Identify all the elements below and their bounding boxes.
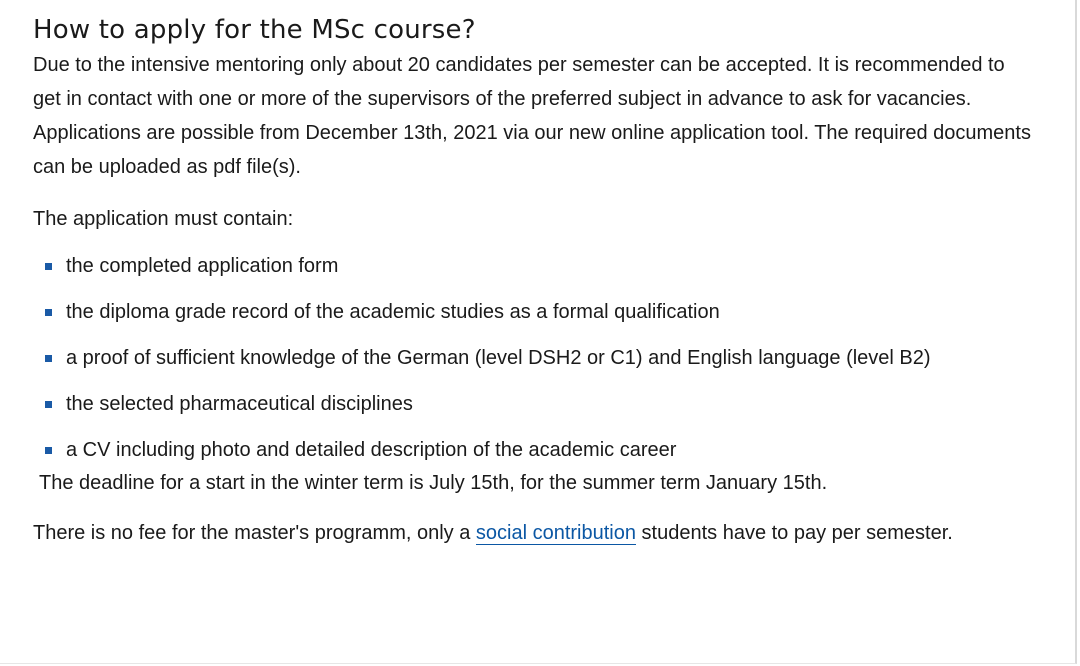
- list-item-text: a proof of sufficient knowledge of the German (level DSH2 or C1) and English language (level B2): [66, 347, 931, 369]
- list-item: [33, 252, 1033, 280]
- square-bullet-icon: [45, 401, 52, 408]
- square-bullet-icon: [45, 263, 52, 270]
- list-item: [33, 298, 1033, 326]
- list-item-text: the selected pharmaceutical disciplines: [66, 393, 413, 415]
- fee-text-before: There is no fee for the master's programm, only a: [33, 522, 476, 544]
- article-content: [33, 12, 1033, 550]
- requirements-intro: The application must contain:: [33, 208, 294, 230]
- square-bullet-icon: [45, 447, 52, 454]
- social-contribution-link[interactable]: social contribution: [475, 522, 636, 544]
- list-item-text: a CV including photo and detailed description of the academic career: [66, 439, 677, 461]
- fee-text-after: students have to pay per semester.: [635, 522, 953, 544]
- list-item-text: the completed application form: [66, 255, 339, 277]
- fee-paragraph: [33, 516, 1033, 550]
- section-heading: How to apply for the MSc course?: [33, 15, 476, 45]
- list-item: [33, 390, 1033, 418]
- square-bullet-icon: [45, 309, 52, 316]
- list-item-text: the diploma grade record of the academic studies as a formal qualification: [66, 301, 720, 323]
- list-item: [33, 436, 1033, 464]
- list-item: [33, 344, 1033, 372]
- requirements-list: [33, 252, 1033, 464]
- intro-paragraph: Due to the intensive mentoring only about 20 candidates per semester can be accepted. It is recommended to get in contact with one or more of the supervisors of the preferred subject in advance to ask for vacancies. Applications are possible from December 13th, 2021 via our new online application tool. The required documents can be uploaded as pdf file(s).: [33, 54, 1031, 178]
- deadline-paragraph: The deadline for a start in the winter term is July 15th, for the summer term January 15th.: [39, 472, 828, 494]
- square-bullet-icon: [45, 355, 52, 362]
